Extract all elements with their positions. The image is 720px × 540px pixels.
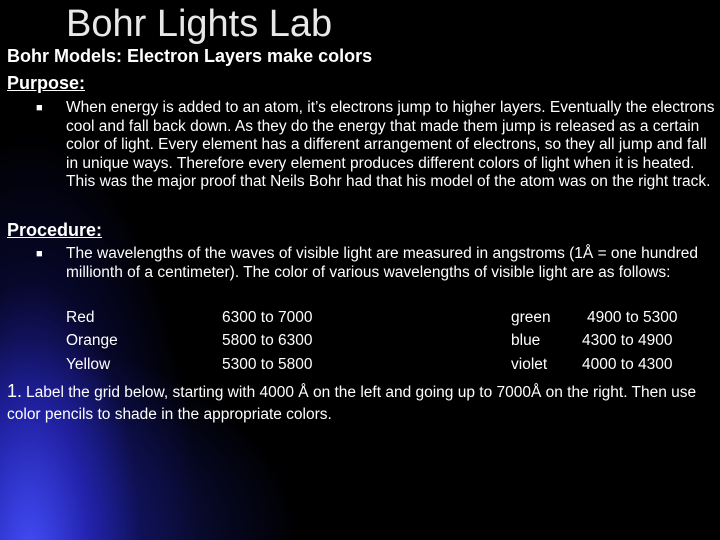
purpose-heading: Purpose:	[7, 73, 86, 93]
color-row	[0, 329, 720, 352]
color-name: Red	[66, 309, 95, 326]
color-name: blue	[511, 332, 541, 349]
color-row	[0, 353, 720, 376]
color-name: Yellow	[66, 356, 111, 373]
wavelength-range: 6300 to 7000	[222, 309, 313, 326]
square-bullet-icon: ■	[36, 248, 43, 260]
step-number: 1.	[7, 381, 23, 401]
square-bullet-icon: ■	[36, 102, 43, 114]
wavelength-range: 5300 to 5800	[222, 356, 313, 373]
color-row	[0, 306, 720, 329]
procedure-paragraph: The wavelengths of the waves of visible light are measured in angstroms (1Å = one hundred millionth of a centimeter). The color of various wavelengths of visible light are as follows:	[66, 245, 698, 281]
step-text: Label the grid below, starting with 4000 Å on the left and going up to 7000Å on the right. Then use color pencils to shade in the appropriate colors.	[7, 384, 697, 423]
color-name: violet	[511, 356, 548, 373]
procedure-step-1	[7, 380, 712, 426]
color-name: Orange	[66, 332, 118, 349]
slide-title: Bohr Lights Lab	[66, 3, 333, 45]
wavelength-range: 4300 to 4900	[582, 332, 673, 349]
color-name: green	[511, 309, 551, 326]
purpose-paragraph: When energy is added to an atom, it’s electrons jump to higher layers. Eventually the electrons cool and fall back down. As they do the energy that made them jump is released as a certain color of light. Every element has a different arrangement of electrons, so they all jump and fall in unique ways. Therefore every element produces different colors of light when it is heated. This was the major proof that Neils Bohr had that his model of the atom was on the right track.	[66, 99, 715, 191]
procedure-heading: Procedure:	[7, 220, 103, 240]
wavelength-range: 4000 to 4300	[582, 356, 673, 373]
wavelength-range: 5800 to 6300	[222, 332, 313, 349]
wavelength-range: 4900 to 5300	[587, 309, 678, 326]
slide-subtitle: Bohr Models: Electron Layers make colors	[7, 46, 373, 66]
